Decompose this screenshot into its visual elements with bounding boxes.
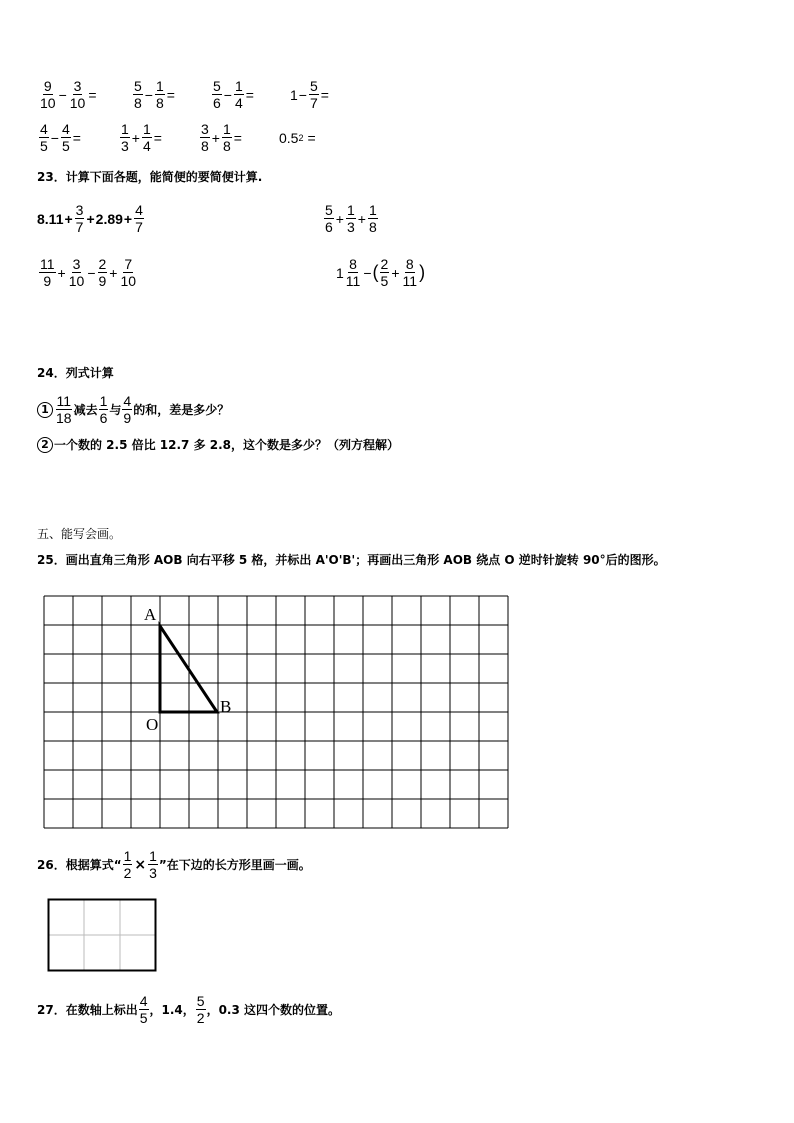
- q23-expr-1: 8.11 + $\frac{3}{7}$ + 2.89 + $\frac{4}{7}$: [37, 202, 143, 235]
- fraction: $\frac{3}{10}$: [69, 78, 86, 111]
- q23-title: 23．计算下面各题，能简便的要简便计算.: [37, 170, 263, 184]
- grid-lines: [44, 596, 508, 828]
- q26-title: 26．根据算式“ $\frac{1}{2}$ × $\frac{1}{3}$ ”在下边的长方形里画一画。: [37, 848, 311, 881]
- drill-item: 1 − $\frac{5}{7}$ =: [290, 78, 329, 111]
- section-heading: 五、能写会画。: [37, 527, 122, 541]
- label-a: A: [144, 605, 157, 624]
- q23-expr-4: 1 $\frac{8}{11}$ − ( $\frac{2}{5}$ + $\frac{8}{11}$ ): [336, 256, 426, 289]
- label-b: B: [220, 697, 232, 716]
- drill-item: $\frac{5}{8}$ − $\frac{1}{8}$ =: [134, 78, 175, 111]
- drill-item: $\frac{4}{5}$ − $\frac{4}{5}$ =: [40, 121, 81, 154]
- circled-number-1: 1: [37, 402, 53, 418]
- q27-title: 27．在数轴上标出 $\frac{4}{5}$ ，1.4， $\frac{5}{2}$ ，0.3 这四个数的位置。: [37, 993, 340, 1026]
- drill-item: $\frac{3}{8}$ + $\frac{1}{8}$ =: [201, 121, 242, 154]
- circled-number-2: 2: [37, 437, 53, 453]
- q23-expr-2: $\frac{5}{6}$ + $\frac{1}{3}$ + $\frac{1}{8}$: [325, 202, 377, 235]
- drill-item: $\frac{1}{3}$ + $\frac{1}{4}$ =: [121, 121, 162, 154]
- drill-item: $\frac{9}{10}$ − $\frac{3}{10}$ =: [40, 78, 97, 111]
- label-o: O: [146, 715, 159, 734]
- fraction: $\frac{9}{10}$: [40, 78, 56, 111]
- q23-expr-3: $\frac{11}{9}$ + $\frac{3}{10}$ − $\frac{2}{9}$ + $\frac{7}{10}$: [40, 256, 137, 289]
- drill-item: 0.5 2 =: [279, 130, 316, 146]
- drill-item: $\frac{5}{6}$ − $\frac{1}{4}$ =: [213, 78, 254, 111]
- q24-title: 24．列式计算: [37, 366, 114, 380]
- q25-title: 25．画出直角三角形 AOB 向右平移 5 格，并标出 A'O'B'；再画出三角形 AOB 绕点 O 逆时针旋转 90°后的图形。: [37, 553, 666, 567]
- q24-part-2: 2 一个数的 2.5 倍比 12.7 多 2.8，这个数是多少？（列方程解）: [37, 436, 399, 453]
- q24-part-1: 1 $\frac{11}{18}$ 减去 $\frac{1}{6}$ 与 $\frac{4}{9}$ 的和，差是多少？: [37, 393, 229, 426]
- grid-figure: [40, 592, 512, 830]
- rectangle-figure: [47, 898, 159, 974]
